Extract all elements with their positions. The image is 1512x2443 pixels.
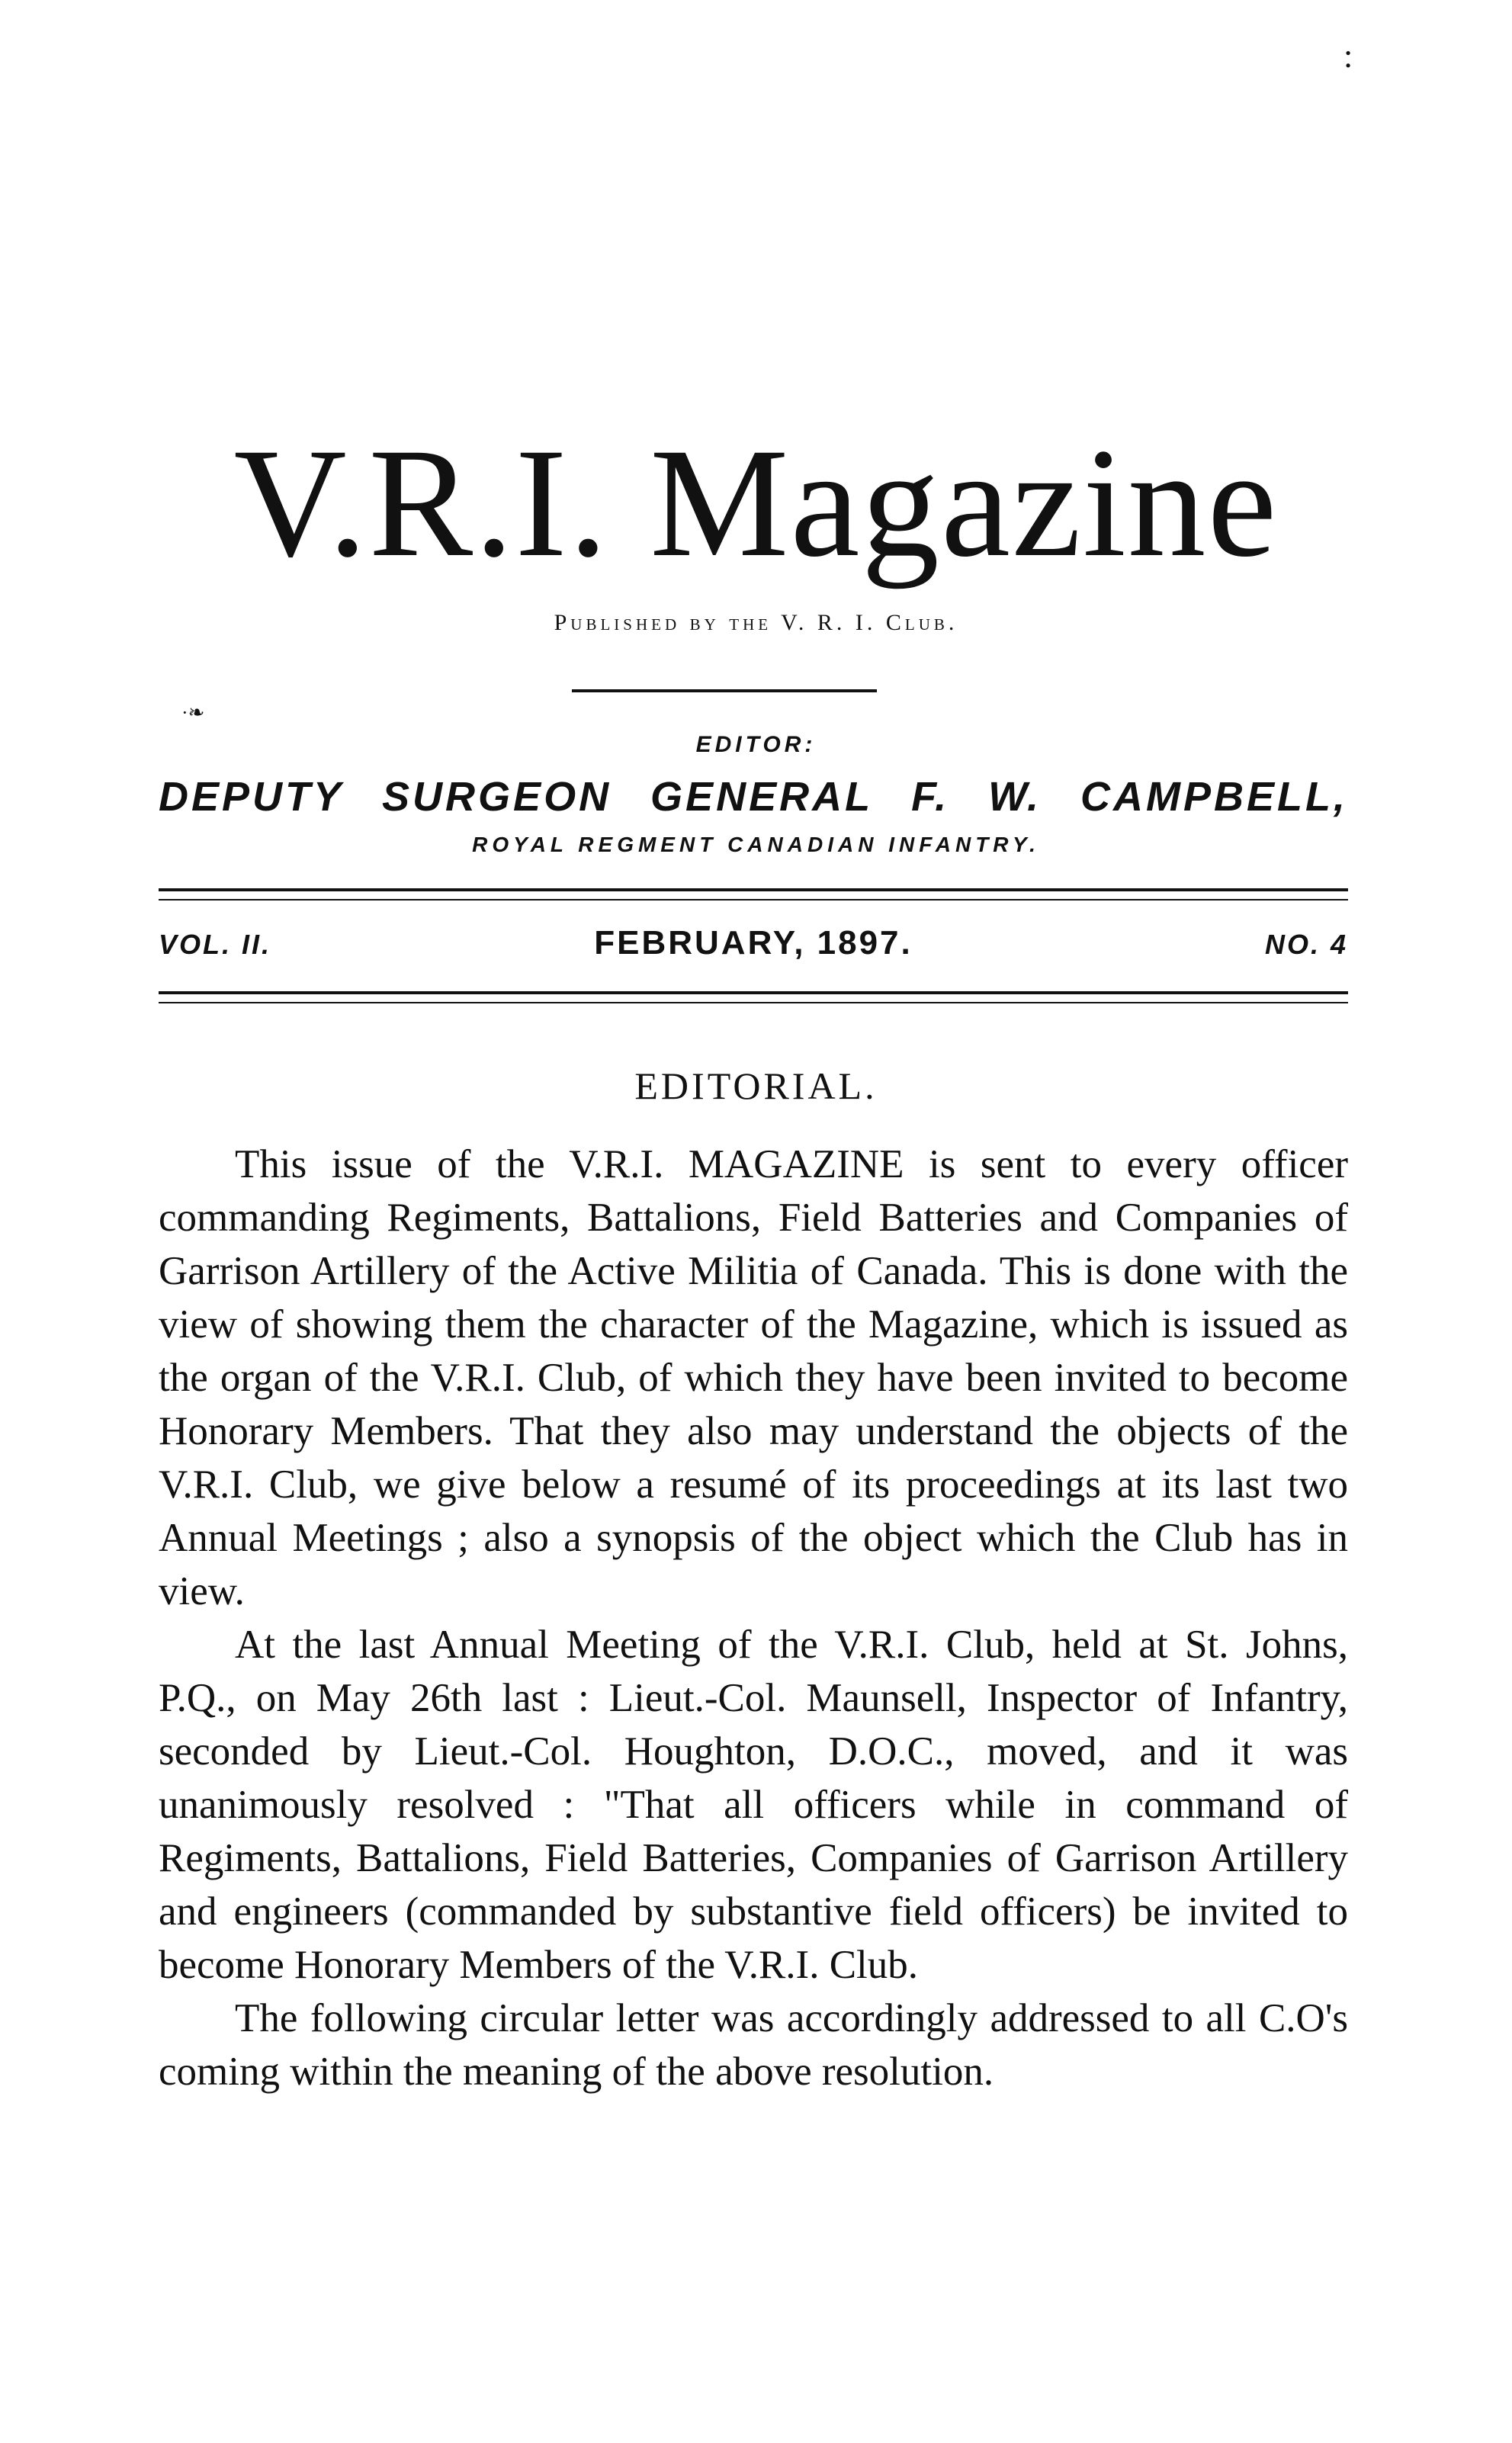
editor-regiment: ROYAL REGMENT CANADIAN INFANTRY.: [472, 833, 1040, 856]
issue-volume: VOL. II.: [159, 929, 272, 960]
section-heading: EDITORIAL.: [634, 1064, 878, 1107]
publisher-line: Published by the V. R. I. Club.: [554, 610, 958, 635]
issue-date: FEBRUARY, 1897.: [594, 924, 913, 961]
issue-number: NO. 4: [1264, 929, 1348, 960]
paragraph: This issue of the V.R.I. MAGAZINE is sent to every officer commanding Regiments, Battalions, Field Batteries and Companies of Garrison Artillery of the Active Militia of Canada. This is done with the view of showing them the character of the Magazine, which is issued as the organ of the V.R.I. Club, of which they have been invited to become Honorary Members. That they also may understand the objects of the V.R.I. Club, we give below a resumé of its proceedings at its last two Annual Meetings ; also a synopsis of the object which the Club has in view.: [159, 1142, 1348, 1613]
issue-rule-bottom: [159, 991, 1348, 1003]
issue-rule-top: [159, 888, 1348, 900]
magazine-title: V.R.I. Magazine: [233, 416, 1279, 589]
paragraph: At the last Annual Meeting of the V.R.I. Club, held at St. Johns, P.Q., on May 26th last : Lieut.-Col. Maunsell, Inspector of Infantry, seconded by Lieut.-Col. Houghton, D.O.C., moved, and it was unanimously resolved : "That all officers while in command of Regiments, Battalions, Field Batteries, Companies of Garrison Artillery and engineers (commanded by substantive field officers) be invited to become Honorary Members of the V.R.I. Club.: [159, 1623, 1348, 1987]
title-divider: [572, 689, 877, 692]
editor-name: DEPUTY SURGEON GENERAL F. W. CAMPBELL,: [159, 774, 1348, 820]
printer-mark: ·❧: [181, 701, 205, 724]
corner-mark: :: [1343, 37, 1353, 75]
editorial-body: [159, 1138, 1348, 2098]
paragraph: The following circular letter was accordingly addressed to all C.O's coming within the meaning of the above resolution.: [159, 1996, 1348, 2094]
issue-line: [159, 924, 1348, 970]
editor-label: EDITOR:: [695, 732, 817, 757]
